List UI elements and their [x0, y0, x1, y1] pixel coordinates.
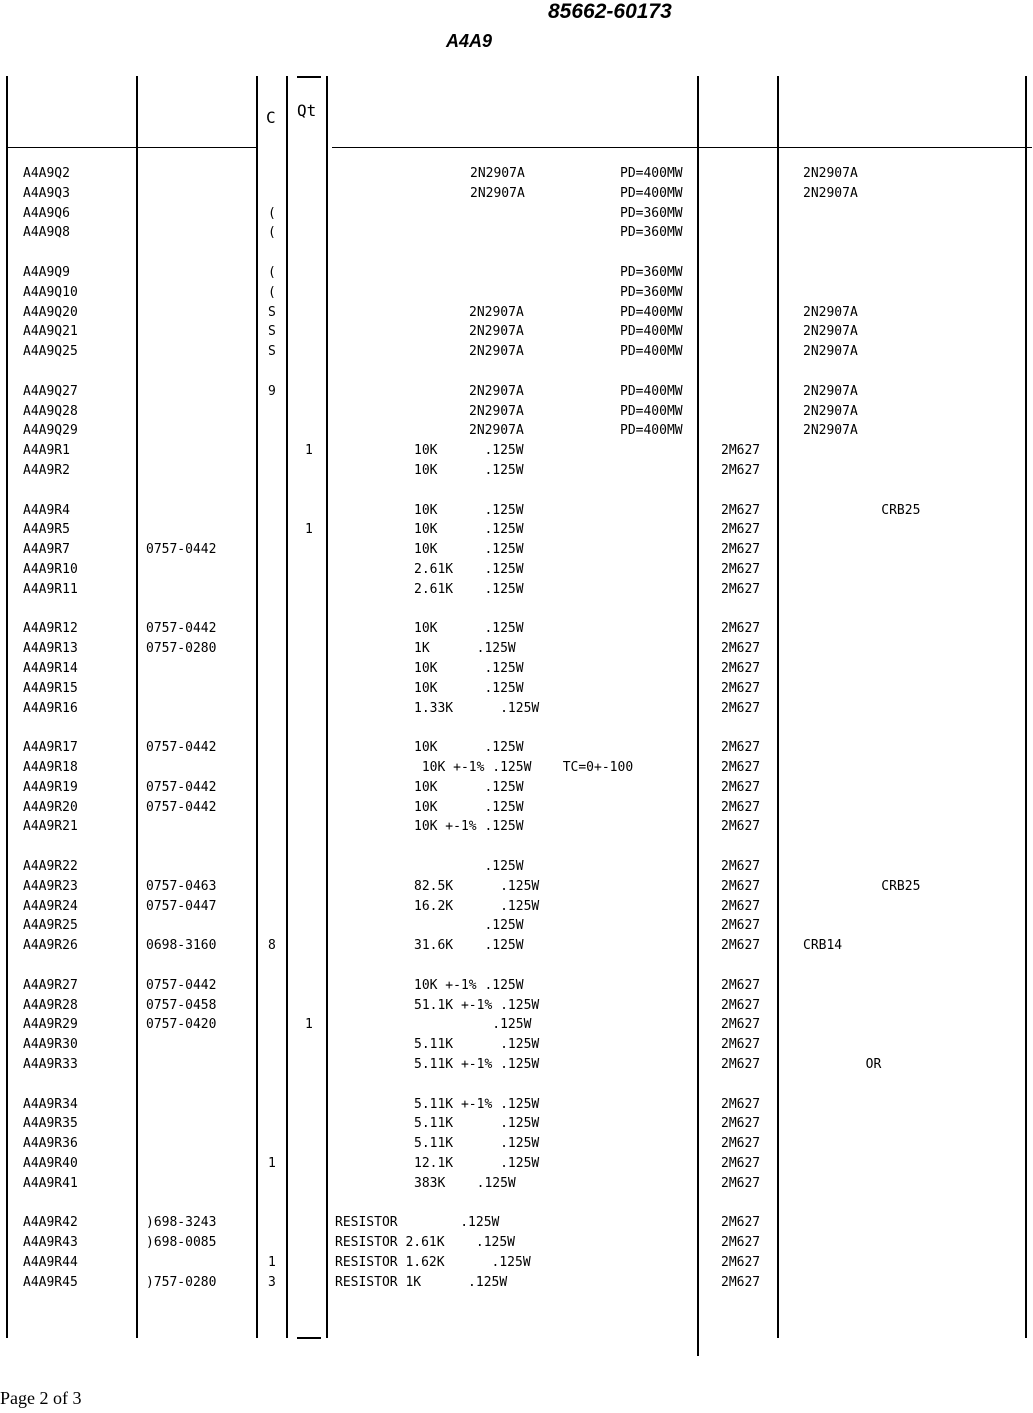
cell-ref-designator: A4A9R5: [23, 522, 70, 537]
cell-description: RESISTOR 1.62K .125W: [335, 1255, 531, 1270]
cell-ref-designator: A4A9Q9: [23, 265, 70, 280]
cell-description-extra: PD=360MW: [620, 225, 683, 240]
cell-ref-designator: A4A9R44: [23, 1255, 78, 1270]
cell-mfr-code: 2M627: [721, 899, 761, 914]
cell-mfr-part-number: 2N2907A: [803, 344, 858, 359]
cell-description: .125W: [414, 1017, 532, 1032]
cell-description: 5.11K .125W: [414, 1037, 540, 1052]
cell-description: 2N2907A: [469, 423, 524, 438]
cell-description-extra: PD=400MW: [620, 305, 683, 320]
cell-ref-designator: A4A9R29: [23, 1017, 78, 1032]
cell-mfr-code: 2M627: [721, 800, 761, 815]
cell-description: 2N2907A: [469, 404, 524, 419]
cell-description: 10K .125W: [414, 740, 524, 755]
cell-mfr-code: 2M627: [721, 819, 761, 834]
cell-ref-designator: A4A9R1: [23, 443, 70, 458]
cell-mfr-part-number: CRB14: [803, 938, 843, 953]
cell-description-extra: PD=400MW: [620, 423, 683, 438]
cell-check-digit: (: [268, 285, 276, 300]
cell-mfr-part-number: 2N2907A: [803, 423, 858, 438]
cell-ref-designator: A4A9R22: [23, 859, 78, 874]
cell-ref-designator: A4A9R10: [23, 562, 78, 577]
cell-description: RESISTOR .125W: [335, 1215, 500, 1230]
cell-description: 5.11K +-1% .125W: [414, 1057, 540, 1072]
cell-ref-designator: A4A9R12: [23, 621, 78, 636]
cell-description: 10K .125W: [414, 542, 524, 557]
cell-part-number: 0757-0447: [146, 899, 217, 914]
cell-mfr-code: 2M627: [721, 1136, 761, 1151]
cell-description: 10K +-1% .125W: [414, 978, 524, 993]
cell-mfr-code: 2M627: [721, 1017, 761, 1032]
cell-mfr-code: 2M627: [721, 542, 761, 557]
header-rule-right: [332, 147, 1032, 148]
cell-description-extra: PD=360MW: [620, 285, 683, 300]
cell-description-extra: PD=360MW: [620, 206, 683, 221]
column-divider-qty-left: [286, 76, 288, 1338]
cell-part-number: 0757-0280: [146, 641, 217, 656]
cell-mfr-code: 2M627: [721, 1057, 761, 1072]
cell-mfr-code: 2M627: [721, 1116, 761, 1131]
column-divider-part: [136, 76, 138, 1338]
cell-ref-designator: A4A9Q10: [23, 285, 78, 300]
cell-ref-designator: A4A9Q28: [23, 404, 78, 419]
cell-mfr-code: 2M627: [721, 443, 761, 458]
cell-description: RESISTOR 1K .125W: [335, 1275, 508, 1290]
document-title: 85662-60173: [548, 0, 672, 23]
cell-ref-designator: A4A9R15: [23, 681, 78, 696]
cell-check-digit: S: [268, 305, 276, 320]
cell-ref-designator: A4A9R14: [23, 661, 78, 676]
cell-description: 5.11K +-1% .125W: [414, 1097, 540, 1112]
cell-quantity: 1: [305, 443, 313, 458]
cell-check-digit: (: [268, 265, 276, 280]
cell-mfr-part-number: 2N2907A: [803, 324, 858, 339]
cell-description: 10K .125W: [414, 463, 524, 478]
cell-ref-designator: A4A9R23: [23, 879, 78, 894]
cell-mfr-code: 2M627: [721, 918, 761, 933]
qty-footer-tick: [297, 1337, 321, 1339]
qty-header-top-tick: [297, 76, 321, 78]
cell-ref-designator: A4A9Q6: [23, 206, 70, 221]
cell-ref-designator: A4A9R11: [23, 582, 78, 597]
cell-ref-designator: A4A9R30: [23, 1037, 78, 1052]
cell-mfr-part-number: CRB25: [803, 879, 921, 894]
cell-ref-designator: A4A9R33: [23, 1057, 78, 1072]
cell-ref-designator: A4A9Q8: [23, 225, 70, 240]
header-qty-fragment: Qt: [297, 101, 317, 120]
cell-description: 51.1K +-1% .125W: [414, 998, 540, 1013]
cell-description-extra: PD=400MW: [620, 186, 683, 201]
cell-mfr-part-number: 2N2907A: [803, 186, 858, 201]
cell-description: RESISTOR 2.61K .125W: [335, 1235, 516, 1250]
cell-part-number: )698-3243: [146, 1215, 217, 1230]
cell-ref-designator: A4A9R40: [23, 1156, 78, 1171]
cell-description: 2N2907A: [469, 384, 524, 399]
cell-ref-designator: A4A9R19: [23, 780, 78, 795]
cell-mfr-code: 2M627: [721, 463, 761, 478]
cell-mfr-part-number: OR: [803, 1057, 882, 1072]
cell-description: 16.2K .125W: [414, 899, 540, 914]
cell-check-digit: S: [268, 324, 276, 339]
cell-mfr-part-number: 2N2907A: [803, 384, 858, 399]
cell-description-extra: PD=400MW: [620, 324, 683, 339]
cell-ref-designator: A4A9R34: [23, 1097, 78, 1112]
cell-part-number: 0757-0442: [146, 780, 217, 795]
cell-description: 31.6K .125W: [414, 938, 524, 953]
cell-description: 2N2907A: [469, 344, 524, 359]
cell-mfr-part-number: CRB25: [803, 503, 921, 518]
cell-description: 82.5K .125W: [414, 879, 540, 894]
cell-description: .125W: [414, 918, 524, 933]
cell-description-extra: PD=400MW: [620, 166, 683, 181]
cell-mfr-code: 2M627: [721, 661, 761, 676]
cell-ref-designator: A4A9R41: [23, 1176, 78, 1191]
cell-description: 2N2907A: [470, 166, 525, 181]
cell-mfr-code: 2M627: [721, 503, 761, 518]
cell-part-number: 0757-0442: [146, 740, 217, 755]
cell-description: 12.1K .125W: [414, 1156, 540, 1171]
cell-ref-designator: A4A9R13: [23, 641, 78, 656]
cell-ref-designator: A4A9Q25: [23, 344, 78, 359]
cell-mfr-code: 2M627: [721, 701, 761, 716]
cell-description: 10K .125W: [414, 661, 524, 676]
column-divider-cd: [256, 76, 258, 1338]
cell-ref-designator: A4A9R36: [23, 1136, 78, 1151]
cell-check-digit: 8: [268, 938, 276, 953]
cell-part-number: 0757-0442: [146, 621, 217, 636]
cell-description: 383K .125W: [414, 1176, 516, 1191]
cell-description: 10K .125W: [414, 522, 524, 537]
cell-description: 10K .125W: [414, 503, 524, 518]
cell-description: 10K +-1% .125W: [414, 819, 524, 834]
cell-quantity: 1: [305, 1017, 313, 1032]
cell-part-number: 0757-0442: [146, 800, 217, 815]
cell-check-digit: 3: [268, 1275, 276, 1290]
cell-mfr-code: 2M627: [721, 641, 761, 656]
assembly-subtitle: A4A9: [446, 31, 493, 51]
cell-check-digit: 1: [268, 1255, 276, 1270]
table-border-left: [6, 76, 8, 1338]
cell-mfr-code: 2M627: [721, 760, 761, 775]
cell-description: 2.61K .125W: [414, 562, 524, 577]
cell-mfr-code: 2M627: [721, 978, 761, 993]
cell-mfr-code: 2M627: [721, 1176, 761, 1191]
cell-ref-designator: A4A9Q29: [23, 423, 78, 438]
cell-mfr-code: 2M627: [721, 1215, 761, 1230]
cell-description: 2.61K .125W: [414, 582, 524, 597]
cell-description: 1K .125W: [414, 641, 516, 656]
cell-description: 1.33K .125W: [414, 701, 540, 716]
cell-check-digit: 1: [268, 1156, 276, 1171]
cell-description-extra: PD=400MW: [620, 384, 683, 399]
cell-part-number: 0757-0458: [146, 998, 217, 1013]
cell-mfr-code: 2M627: [721, 522, 761, 537]
cell-ref-designator: A4A9Q20: [23, 305, 78, 320]
column-divider-qty-right: [326, 76, 328, 1338]
page-number: Page 2 of 3: [0, 1388, 82, 1408]
header-rule-left: [6, 147, 256, 148]
cell-ref-designator: A4A9R18: [23, 760, 78, 775]
cell-description: 2N2907A: [469, 305, 524, 320]
cell-mfr-code: 2M627: [721, 1235, 761, 1250]
cell-description: 10K .125W: [414, 443, 524, 458]
cell-description: 10K .125W: [414, 681, 524, 696]
cell-check-digit: (: [268, 206, 276, 221]
cell-ref-designator: A4A9R27: [23, 978, 78, 993]
cell-mfr-code: 2M627: [721, 859, 761, 874]
cell-ref-designator: A4A9R4: [23, 503, 70, 518]
cell-part-number: )757-0280: [146, 1275, 217, 1290]
cell-ref-designator: A4A9Q3: [23, 186, 70, 201]
cell-ref-designator: A4A9Q2: [23, 166, 70, 181]
cell-check-digit: (: [268, 225, 276, 240]
cell-ref-designator: A4A9R26: [23, 938, 78, 953]
cell-ref-designator: A4A9R42: [23, 1215, 78, 1230]
cell-ref-designator: A4A9R2: [23, 463, 70, 478]
cell-ref-designator: A4A9R17: [23, 740, 78, 755]
cell-mfr-code: 2M627: [721, 621, 761, 636]
cell-description: 10K +-1% .125W TC=0+-100: [414, 760, 634, 775]
column-divider-desc: [697, 76, 699, 1356]
cell-part-number: 0757-0442: [146, 978, 217, 993]
cell-ref-designator: A4A9R21: [23, 819, 78, 834]
cell-ref-designator: A4A9Q21: [23, 324, 78, 339]
cell-check-digit: S: [268, 344, 276, 359]
cell-mfr-code: 2M627: [721, 562, 761, 577]
cell-ref-designator: A4A9R43: [23, 1235, 78, 1250]
cell-mfr-code: 2M627: [721, 879, 761, 894]
cell-description-extra: PD=360MW: [620, 265, 683, 280]
cell-ref-designator: A4A9R45: [23, 1275, 78, 1290]
cell-ref-designator: A4A9R20: [23, 800, 78, 815]
cell-description: 5.11K .125W: [414, 1136, 540, 1151]
cell-mfr-code: 2M627: [721, 1275, 761, 1290]
cell-mfr-code: 2M627: [721, 1255, 761, 1270]
cell-part-number: 0757-0442: [146, 542, 217, 557]
cell-ref-designator: A4A9R25: [23, 918, 78, 933]
cell-ref-designator: A4A9R7: [23, 542, 70, 557]
cell-ref-designator: A4A9R16: [23, 701, 78, 716]
cell-mfr-code: 2M627: [721, 582, 761, 597]
cell-description-extra: PD=400MW: [620, 344, 683, 359]
cell-description: 10K .125W: [414, 780, 524, 795]
cell-description: 10K .125W: [414, 621, 524, 636]
cell-mfr-part-number: 2N2907A: [803, 166, 858, 181]
cell-mfr-part-number: 2N2907A: [803, 404, 858, 419]
header-cd-fragment: C: [266, 108, 276, 127]
cell-description: 10K .125W: [414, 800, 524, 815]
cell-ref-designator: A4A9R28: [23, 998, 78, 1013]
cell-mfr-code: 2M627: [721, 1097, 761, 1112]
cell-mfr-code: 2M627: [721, 1156, 761, 1171]
cell-part-number: 0698-3160: [146, 938, 217, 953]
cell-mfr-code: 2M627: [721, 740, 761, 755]
cell-quantity: 1: [305, 522, 313, 537]
cell-mfr-code: 2M627: [721, 998, 761, 1013]
cell-mfr-code: 2M627: [721, 1037, 761, 1052]
cell-description: 2N2907A: [469, 324, 524, 339]
cell-part-number: )698-0085: [146, 1235, 217, 1250]
table-border-right: [1025, 76, 1027, 1338]
cell-mfr-code: 2M627: [721, 938, 761, 953]
cell-part-number: 0757-0463: [146, 879, 217, 894]
column-divider-mfr: [777, 76, 779, 1338]
cell-description-extra: PD=400MW: [620, 404, 683, 419]
cell-mfr-code: 2M627: [721, 681, 761, 696]
cell-description: 2N2907A: [470, 186, 525, 201]
cell-description: .125W: [414, 859, 524, 874]
cell-ref-designator: A4A9Q27: [23, 384, 78, 399]
cell-ref-designator: A4A9R35: [23, 1116, 78, 1131]
cell-mfr-part-number: 2N2907A: [803, 305, 858, 320]
cell-part-number: 0757-0420: [146, 1017, 217, 1032]
cell-mfr-code: 2M627: [721, 780, 761, 795]
cell-description: 5.11K .125W: [414, 1116, 540, 1131]
cell-ref-designator: A4A9R24: [23, 899, 78, 914]
cell-check-digit: 9: [268, 384, 276, 399]
